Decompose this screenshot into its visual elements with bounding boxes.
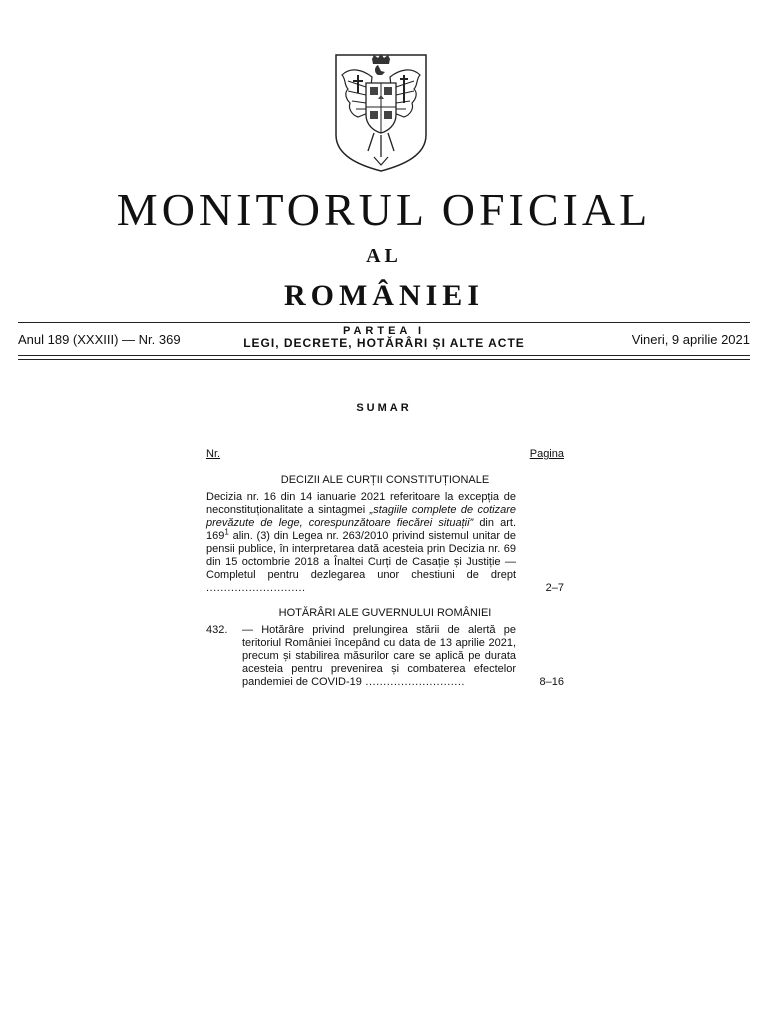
part-label: PARTEA I <box>342 325 426 337</box>
issue-date: Vineri, 9 aprilie 2021 <box>631 332 750 347</box>
col-nr-label: Nr. <box>206 448 221 460</box>
divider-bottom-1 <box>18 355 750 356</box>
toc-entry-government-decision[interactable] <box>206 624 564 689</box>
publication-title: MONITORUL OFICIAL <box>116 184 652 235</box>
title-connector: AL <box>366 245 402 267</box>
section-heading-government: HOTĂRÂRI ALE GUVERNULUI ROMÂNIEI <box>278 607 492 619</box>
issue-number: Anul 189 (XXXIII) — Nr. 369 <box>18 332 181 347</box>
leader-dots: ............................ <box>361 676 465 688</box>
col-page-label: Pagina <box>529 448 564 460</box>
summary-title: SUMAR <box>356 402 412 414</box>
entry-number: 432. <box>206 624 228 636</box>
entry-text: Decizia nr. 16 din 14 ianuarie 2021 referitoare la excepția de neconstituționalitate a sintagmei „stagiile complete de cotizare prevăzute de lege, corespunzătoare fiecărei situații” din art. $169^1$ alin. (3) din Legea nr. 263/2010 privind sistemul unitar de pensii publice, în interpretarea dată acesteia prin Decizia nr. 69 din 15 octombrie 2018 a Înaltei Curți de Casație și Justiție — Completul pentru dezlegarea unor chestiuni de drept ............................ <box>206 491 516 594</box>
divider-bottom-2 <box>18 359 750 360</box>
entry-page: 8–16 <box>539 676 564 688</box>
coat-of-arms-icon <box>334 53 428 173</box>
toc-entry-court-decision[interactable] <box>206 491 564 595</box>
section-heading-court: DECIZII ALE CURȚII CONSTITUȚIONALE <box>280 474 490 486</box>
leader-dots: ............................ <box>206 582 306 594</box>
table-of-contents <box>206 448 564 689</box>
entry-page: 2–7 <box>545 582 564 594</box>
divider-top <box>18 322 750 323</box>
part-subtitle: LEGI, DECRETE, HOTĂRÂRI ȘI ALTE ACTE <box>243 336 525 350</box>
country-title: ROMÂNIEI <box>283 279 484 312</box>
entry-text: — Hotărâre privind prelungirea stării de alertă pe teritoriul României începând cu data de 13 aprilie 2021, precum și stabilirea măsurilor care se aplică pe durata acesteia pentru prevenirea și combaterea efectelor pandemiei de COVID-19 ............................ <box>242 624 516 688</box>
toc-header <box>206 448 564 462</box>
